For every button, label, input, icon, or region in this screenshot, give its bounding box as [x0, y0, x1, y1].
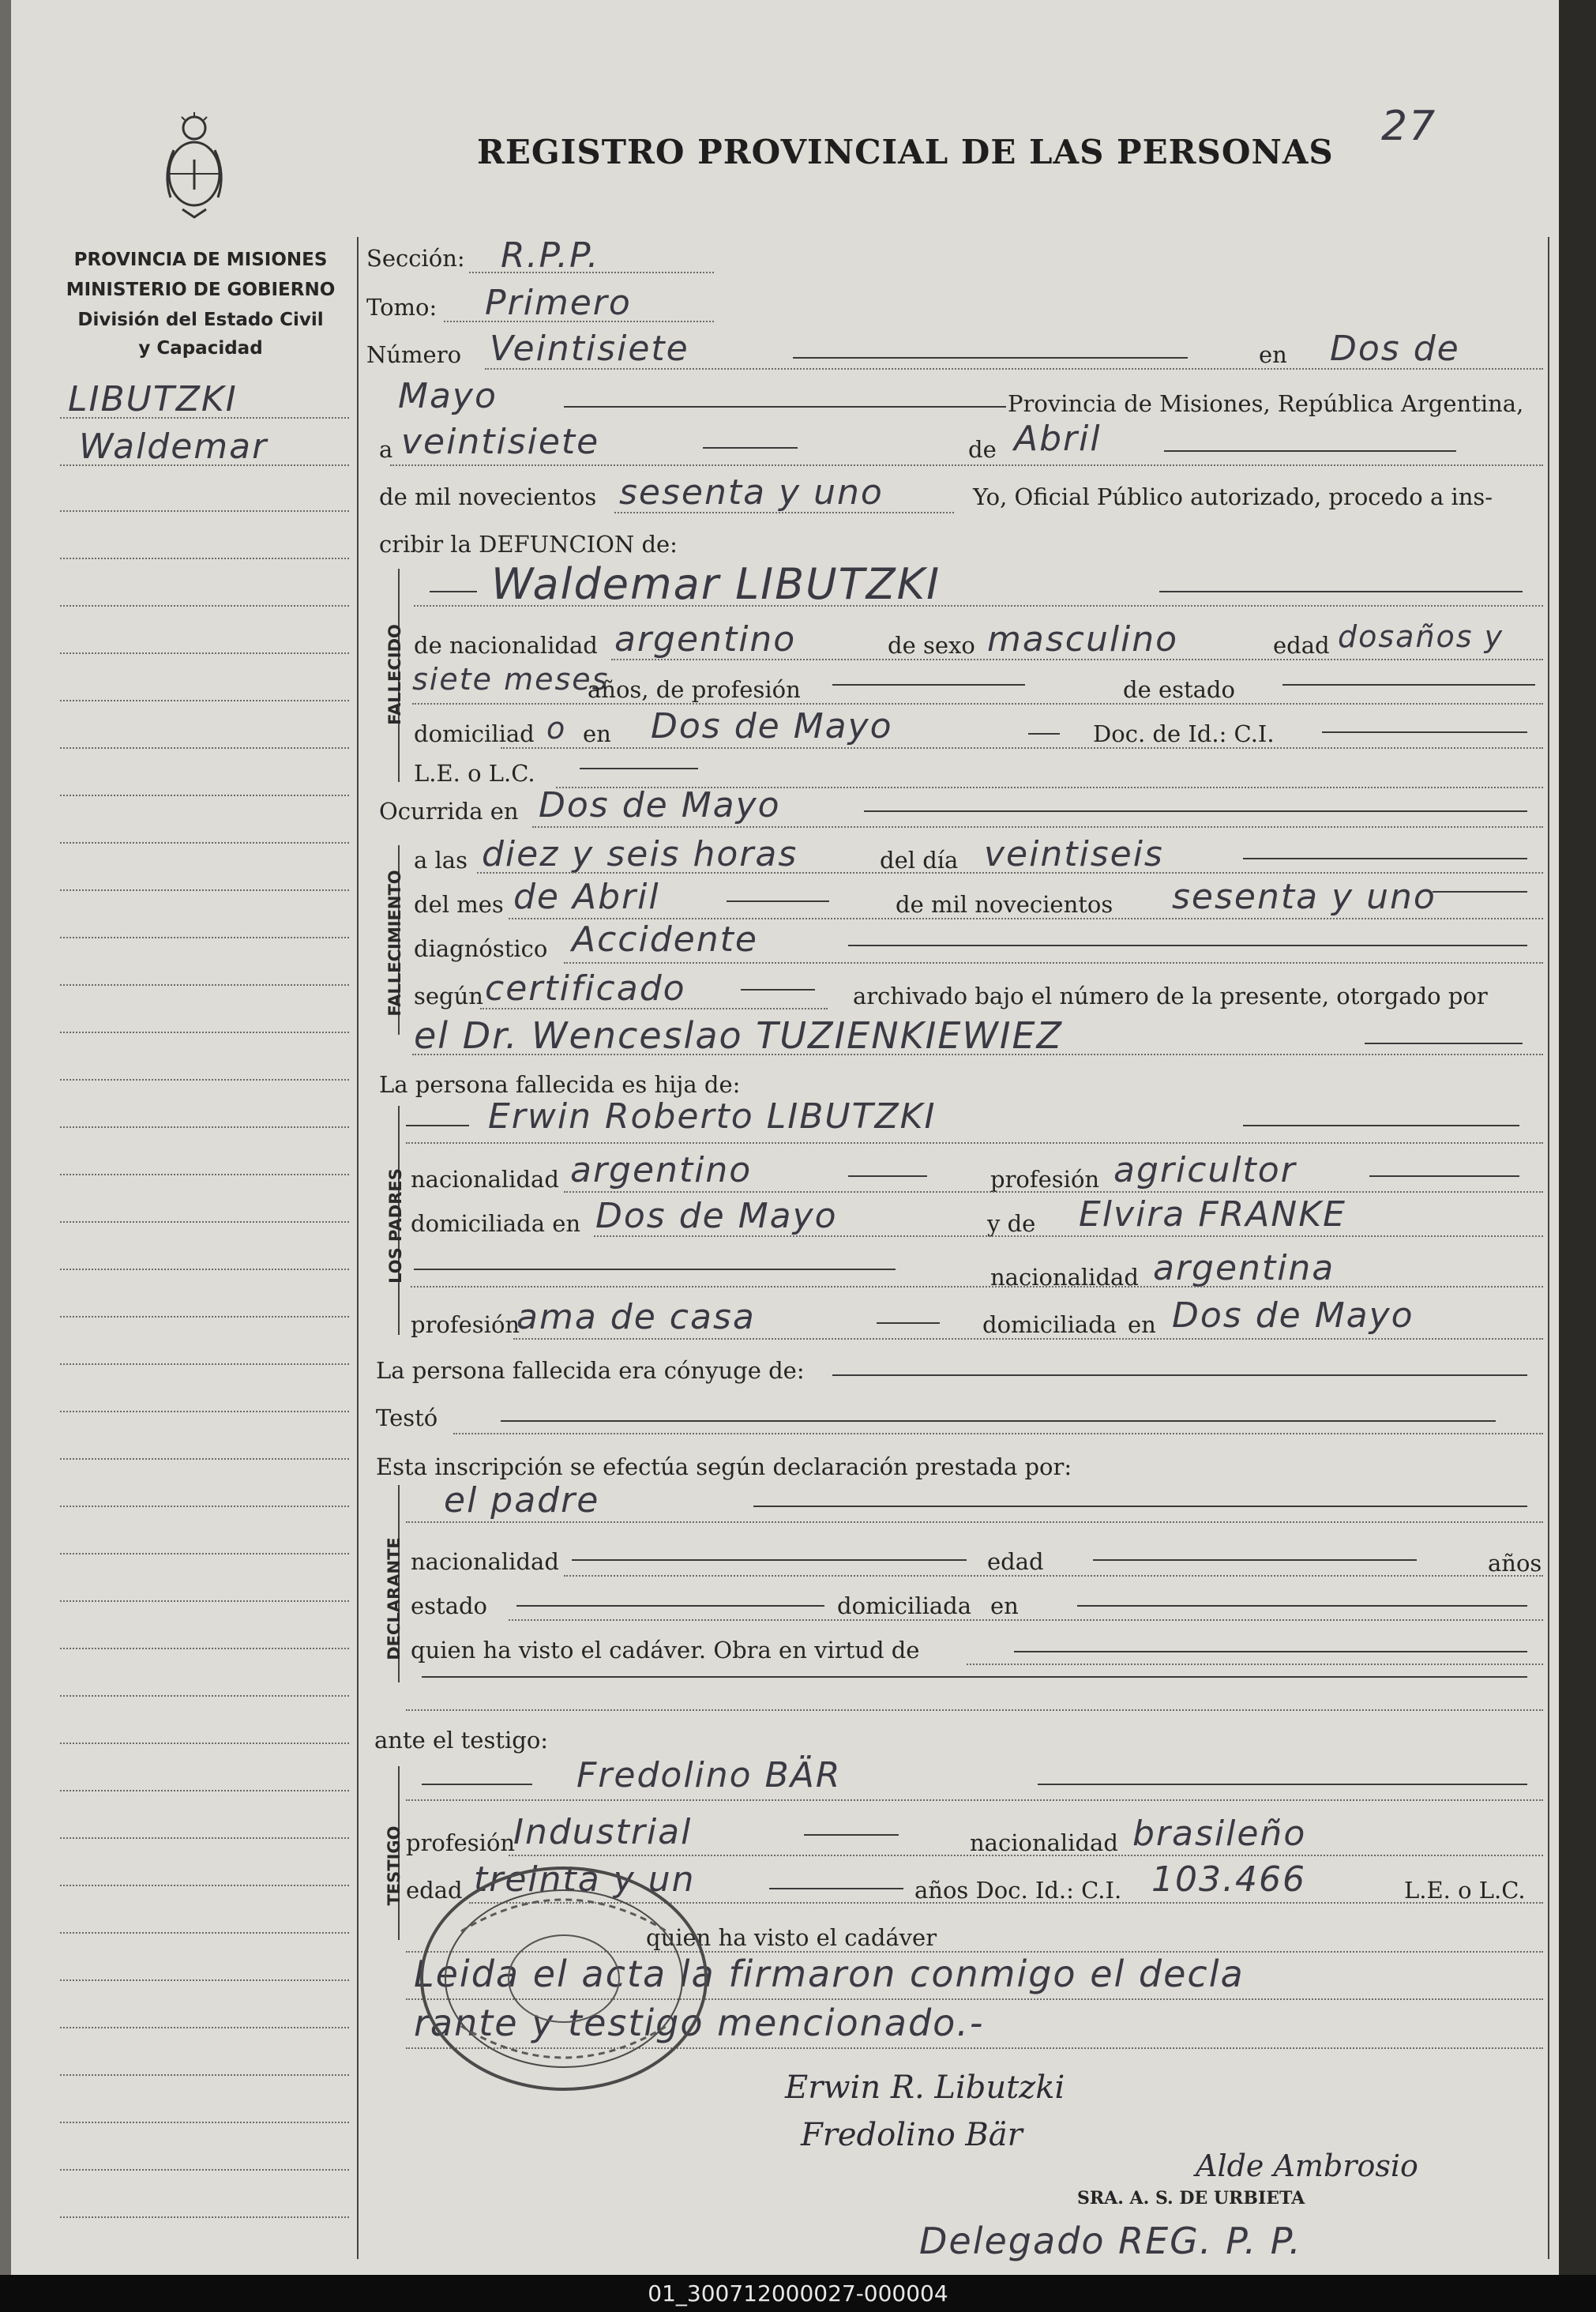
mes-value: Abril [1014, 419, 1102, 459]
ocurrida-label: Ocurrida en [379, 798, 519, 825]
testigo-nombre: Fredolino BÄR [576, 1755, 842, 1795]
division-name-2: y Capacidad [138, 338, 263, 359]
ministry-name: MINISTERIO DE GOBIERNO [66, 280, 336, 300]
padre-domicilio-line [594, 1235, 1543, 1237]
padre-domicilio-label: domiciliada en [411, 1210, 581, 1237]
testo-dash [501, 1420, 1496, 1422]
seccion-line [469, 272, 714, 273]
padres-side-label: LOS PADRES [386, 1168, 405, 1284]
dia-fallecimiento-value: veintiseis [984, 834, 1164, 874]
cadaver-obra-line [967, 1664, 1543, 1665]
padre-nacionalidad-value: argentino [570, 1150, 753, 1190]
declaracion-label: Esta inscripción se efectúa según declaración prestada por: [376, 1453, 1072, 1480]
testigo-ci-value: 103.466 [1151, 1859, 1306, 1900]
diagnostico-dash [848, 945, 1527, 946]
edad-label: edad [1273, 632, 1330, 659]
declarante-edad-label: edad [987, 1548, 1044, 1575]
declarante-nacionalidad-dash [572, 1559, 967, 1561]
del-dia-label: del día [880, 847, 959, 874]
madre-nombre: Elvira FRANKE [1079, 1194, 1346, 1235]
seccion-value: R.P.P. [501, 235, 600, 276]
inscribir-label: cribir la DEFUNCION de: [379, 531, 678, 558]
edad-value-b: siete meses [412, 662, 610, 697]
ano-fallecimiento-dash [1433, 891, 1527, 893]
doc-id-dash [1322, 731, 1527, 733]
cadaver-obra-label: quien ha visto el cadáver. Obra en virtud de [411, 1637, 920, 1664]
domiciliado-label: domiciliad [414, 720, 535, 747]
medico-line [412, 1054, 1543, 1055]
fallecido-line [414, 605, 1543, 607]
testigo-dash-b [1038, 1784, 1527, 1785]
declarante-estado-dash [516, 1605, 824, 1607]
delegado-firma: Delegado REG. P. P. [919, 2220, 1302, 2262]
madre-profesion-dash [877, 1322, 940, 1324]
madre-domicilio-value: Dos de Mayo [1172, 1295, 1414, 1336]
padre-nombre: Erwin Roberto LIBUTZKI [488, 1096, 937, 1137]
margin-surname: LIBUTZKI [68, 379, 238, 419]
certificado-value: certificado [485, 968, 686, 1009]
medico-dash [1365, 1043, 1523, 1044]
province-name: PROVINCIA DE MISIONES [73, 250, 328, 270]
ante-testigo-label: ante el testigo: [374, 1727, 549, 1754]
testo-line [453, 1433, 1543, 1434]
nacionalidad-line [611, 659, 1543, 660]
madre-profesion-line [513, 1338, 1543, 1340]
seccion-label: Sección: [366, 245, 465, 272]
padre-profesion-dash [1369, 1175, 1519, 1177]
firma-oficial: Alde Ambrosio [1196, 2148, 1418, 2183]
estado-label: de estado [1123, 676, 1235, 703]
padre-domicilio-value: Dos de Mayo [595, 1196, 838, 1236]
testigo-side-label: TESTIGO [385, 1825, 404, 1906]
division-name: División del Estado Civil [77, 310, 324, 330]
profesion-dash [832, 684, 1025, 686]
madre-nacionalidad-value: argentina [1153, 1248, 1335, 1288]
sexo-value: masculino [987, 619, 1179, 660]
testigo-le-lc-label: L.E. o L.C. [1404, 1877, 1526, 1904]
quien-cadaver-label: quien ha visto el cadáver [646, 1924, 937, 1951]
fallecido-side-label: FALLECIDO [385, 624, 404, 725]
domicilio-dash [1028, 733, 1060, 735]
testigo-line [406, 1799, 1543, 1801]
testigo-edad-label: edad [406, 1877, 463, 1904]
y-de-label: y de [987, 1210, 1036, 1237]
diagnostico-line [564, 962, 1543, 964]
numero-line [485, 368, 1543, 370]
sexo-label: de sexo [888, 632, 975, 659]
right-border [1548, 237, 1549, 2259]
padre-dash-a [406, 1125, 469, 1126]
tomo-line [444, 321, 714, 322]
declarante-value: el padre [444, 1480, 600, 1521]
document-page [11, 0, 1559, 2275]
certificado-dash [741, 989, 815, 991]
book-binding [0, 0, 11, 2275]
en-label: en [1259, 341, 1287, 368]
coat-of-arms-icon [155, 111, 234, 237]
segun-label: según [414, 983, 483, 1009]
madre-domicilio-en-label: en [1128, 1311, 1156, 1338]
testigo-profesion-label: profesión [406, 1829, 516, 1856]
testigo-profesion-line [509, 1855, 1543, 1856]
firma-declarante: Erwin R. Libutzki [785, 2070, 1065, 2106]
domiciliado-o: o [546, 711, 567, 746]
conyuge-label: La persona fallecida era cónyuge de: [376, 1357, 805, 1384]
firma-testigo: Fredolino Bär [801, 2117, 1023, 2153]
obra-dash [422, 1676, 1527, 1678]
cierre-linea-1: Leida el acta la firmaron conmigo el decla [414, 1953, 1245, 1995]
numero-value: Veintisiete [490, 329, 689, 369]
edad-value-a: dosaños y [1338, 619, 1504, 654]
hora-value: diez y seis horas [482, 834, 798, 874]
declarante-estado-label: estado [411, 1592, 488, 1619]
domicilio-en-label: en [583, 720, 611, 747]
padre-dash-b [1243, 1125, 1519, 1126]
document-title: REGISTRO PROVINCIAL DE LAS PERSONAS [477, 133, 1334, 171]
fallecido-dash-b [1159, 591, 1523, 592]
fallecido-nombre: Waldemar LIBUTZKI [491, 559, 941, 609]
declarante-nacionalidad-label: nacionalidad [411, 1548, 559, 1575]
registry-seal-stamp [414, 1860, 714, 2097]
declarante-edad-dash [1093, 1559, 1417, 1561]
del-mes-label: del mes [414, 891, 504, 918]
declarante-estado-line [509, 1619, 1543, 1621]
a-las-label: a las [414, 847, 468, 874]
provincia-label: Provincia de Misiones, República Argentina, [1008, 390, 1524, 417]
anos-profesion-label: años, de profesión [588, 676, 801, 703]
testigo-doc-label: años Doc. Id.: C.I. [914, 1877, 1122, 1904]
lugar-value-b: Mayo [398, 376, 498, 416]
dia-fallecimiento-dash [1243, 858, 1527, 859]
diagnostico-label: diagnóstico [414, 935, 548, 962]
hija-de-label: La persona fallecida es hija de: [379, 1071, 741, 1098]
madre-domicilio-label: domiciliada [982, 1311, 1117, 1338]
ano-value: sesenta y uno [619, 472, 884, 513]
lugar-dash [564, 406, 1006, 408]
archivado-label: archivado bajo el número de la presente, otorgado por [853, 983, 1488, 1009]
madre-nacionalidad-label: nacionalidad [990, 1264, 1139, 1291]
margin-name: Waldemar [79, 427, 269, 467]
padre-nacionalidad-label: nacionalidad [411, 1166, 559, 1193]
declarante-domicilio-dash [1077, 1605, 1527, 1607]
tomo-value: Primero [485, 283, 632, 323]
testigo-edad-value: treinta y un [474, 1859, 696, 1900]
right-page-edge [1559, 0, 1596, 2275]
mes-fallecimiento-dash [727, 900, 829, 902]
dia-dash [703, 447, 798, 449]
testo-label: Testó [376, 1404, 438, 1431]
obra-line [406, 1709, 1543, 1711]
lugar-value-a: Dos de [1330, 329, 1460, 369]
conyuge-dash [832, 1374, 1527, 1376]
dia-value: veintisiete [401, 422, 600, 462]
le-lc-label: L.E. o L.C. [414, 760, 535, 787]
domicilio-line [501, 747, 1543, 749]
testigo-edad-dash [769, 1888, 903, 1889]
nacionalidad-label: de nacionalidad [414, 632, 598, 659]
mes-fallecimiento-value: de Abril [513, 877, 660, 917]
testigo-nacionalidad-value: brasileño [1132, 1814, 1307, 1854]
fallecimiento-side-label: FALLECIMIENTO [385, 870, 404, 1017]
testigo-nacionalidad-label: nacionalidad [970, 1829, 1118, 1856]
padre-nacionalidad-dash [848, 1175, 927, 1177]
diagnostico-value: Accidente [572, 919, 758, 960]
page-number: 27 [1381, 103, 1437, 150]
nacionalidad-value: argentino [614, 619, 797, 660]
domicilio-value: Dos de Mayo [651, 706, 893, 746]
declarante-line [406, 1521, 1543, 1523]
testigo-profesion-dash [804, 1834, 899, 1836]
declarante-nacionalidad-line [564, 1575, 1543, 1577]
profesion-line [412, 703, 1543, 705]
declarante-anos-label: años [1488, 1550, 1542, 1577]
ocurrida-dash [864, 810, 1527, 812]
ano-line [614, 512, 954, 513]
de-label: de [968, 436, 997, 463]
ocurrida-line [532, 826, 1543, 828]
testigo-dash-a [422, 1784, 532, 1785]
padre-profesion-value: agricultor [1113, 1150, 1297, 1190]
certificado-line [480, 1008, 828, 1009]
declarante-domiciliada-label: domiciliada [837, 1592, 972, 1619]
madre-profesion-label: profesión [411, 1311, 520, 1338]
sello-oficial: SRA. A. S. DE URBIETA [1077, 2188, 1305, 2209]
estado-dash [1282, 684, 1535, 686]
declarante-dash [753, 1506, 1527, 1507]
doc-id-label: Doc. de Id.: C.I. [1093, 720, 1275, 747]
medico-value: el Dr. Wenceslao TUZIENKIEWIEZ [414, 1014, 1064, 1057]
image-id-footer: 01_300712000027-000004 [0, 2275, 1596, 2312]
cadaver-obra-dash [1014, 1651, 1527, 1652]
hora-line [477, 872, 1543, 874]
padre-line [406, 1142, 1543, 1144]
declarante-side-label: DECLARANTE [385, 1537, 404, 1660]
blank-dash [414, 1269, 896, 1270]
mes-dash [1164, 450, 1456, 452]
de-mil-label: de mil novecientos [379, 483, 597, 510]
fallecido-dash-a [430, 591, 477, 592]
le-lc-dash [580, 768, 698, 769]
numero-label: Número [366, 341, 462, 368]
yo-oficial-label: Yo, Oficial Público autorizado, procedo a ins- [973, 483, 1493, 510]
padre-profesion-label: profesión [990, 1166, 1100, 1193]
padre-nacionalidad-line [564, 1191, 1543, 1193]
de-mil2-label: de mil novecientos [896, 891, 1113, 918]
ano-fallecimiento-value: sesenta y uno [1172, 877, 1436, 917]
tomo-label: Tomo: [366, 294, 437, 321]
a-label: a [379, 436, 393, 463]
testigo-profesion-value: Industrial [513, 1812, 693, 1852]
numero-dash [793, 357, 1188, 359]
declarante-en-label: en [990, 1592, 1019, 1619]
ocurrida-value: Dos de Mayo [539, 785, 781, 825]
cierre-linea-2: rante y testigo mencionado.- [414, 2002, 985, 2044]
madre-profesion-value: ama de casa [516, 1297, 756, 1337]
left-column-border [357, 237, 359, 2259]
madre-nacionalidad-line [411, 1286, 1543, 1288]
fecha-line [390, 464, 1543, 466]
